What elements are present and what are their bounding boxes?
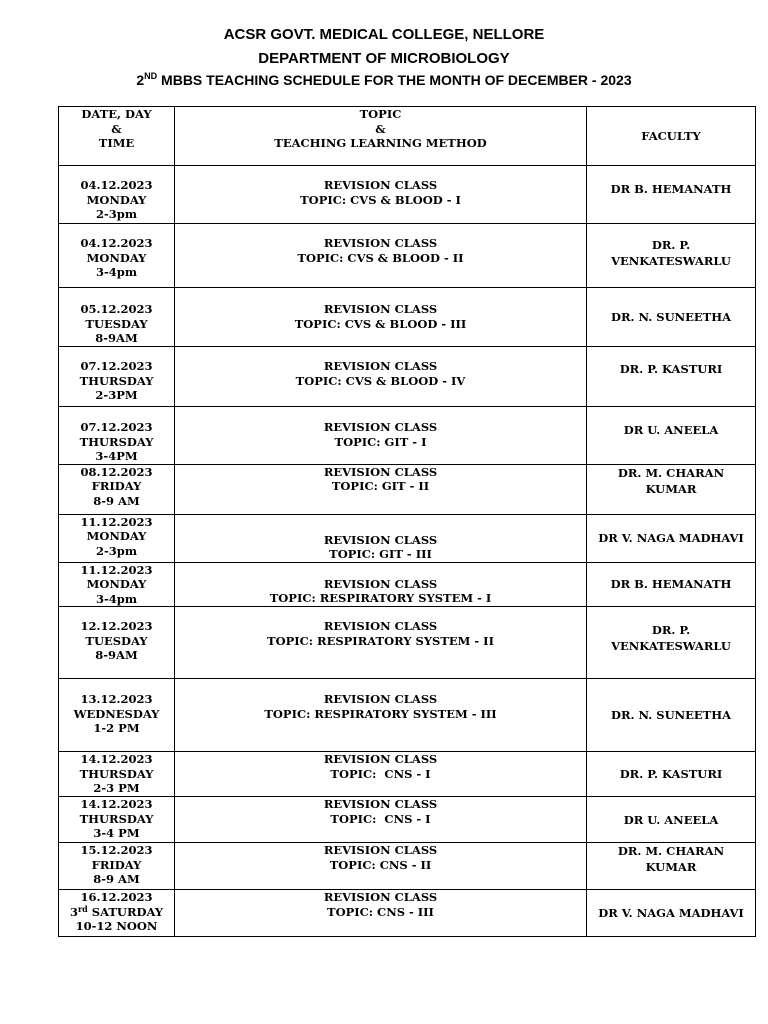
session-date: 04.12.2023 [80,236,153,250]
cell-faculty [587,797,756,843]
teaching-method: REVISION CLASS [323,302,438,316]
cell-date-day-time [59,679,175,752]
teaching-method: REVISION CLASS [323,420,438,434]
header-date-line2: & [111,121,122,136]
session-time: 2-3 PM [93,781,140,795]
session-time: 3-4pm [96,265,137,279]
faculty-name: KUMAR [645,860,697,874]
session-date: 12.12.2023 [80,619,153,633]
cell-faculty [587,514,756,562]
cell-date-day-time [59,224,175,288]
faculty-name: DR. M. CHARAN [617,465,725,480]
teaching-method: REVISION CLASS [323,619,438,633]
cell-topic [175,843,587,890]
faculty-name: DR V. NAGA MADHAVI [598,531,744,545]
topic-name: TOPIC: CNS - I [330,811,431,826]
session-date: 11.12.2023 [80,562,153,577]
cell-topic [175,679,587,752]
cell-topic [175,797,587,843]
topic-name: TOPIC: CNS - I [330,766,431,781]
table-row [59,407,756,465]
session-time: 8-9AM [95,331,138,345]
cell-date-day-time [59,166,175,224]
cell-faculty [587,843,756,890]
session-day: TUESDAY [85,316,148,331]
cell-date-day-time [59,407,175,465]
session-time: 2-3PM [95,388,138,402]
table-row [59,562,756,607]
table-row [59,752,756,797]
cell-faculty [587,890,756,937]
topic-name: TOPIC: CNS - II [329,857,432,872]
cell-topic [175,224,587,288]
session-time: 2-3pm [96,207,137,221]
cell-faculty [587,288,756,347]
session-day: MONDAY [86,577,147,591]
table-row [59,464,756,514]
session-date: 07.12.2023 [80,420,153,434]
session-date: 08.12.2023 [80,464,153,479]
session-day: WEDNESDAY [73,706,160,721]
topic-name: TOPIC: CVS & BLOOD - III [294,316,467,331]
session-day: THURSDAY [79,811,154,826]
table-header-row [59,107,756,166]
topic-name: TOPIC: RESPIRATORY SYSTEM - III [264,706,497,721]
schedule-title [0,72,768,88]
faculty-name: DR B. HEMANATH [610,182,732,196]
department-name: DEPARTMENT OF MICROBIOLOGY [258,50,510,67]
teaching-method: REVISION CLASS [323,464,438,479]
teaching-method: REVISION CLASS [323,890,438,904]
session-time: 10-12 NOON [75,919,158,933]
session-day: FRIDAY [91,479,142,493]
cell-date-day-time [59,607,175,679]
table-row [59,347,756,407]
faculty-name: VENKATESWARLU [611,639,731,653]
header-date-day-time [59,107,175,166]
session-day-name: SATURDAY [87,904,164,919]
schedule-title-ordinal: ND [144,71,158,81]
faculty-name: DR U. ANEELA [623,812,719,827]
session-date: 07.12.2023 [80,359,153,373]
cell-topic [175,890,587,937]
faculty-name: DR U. ANEELA [623,423,719,437]
faculty-name: DR. M. CHARAN [617,844,725,858]
session-day: MONDAY [86,529,147,543]
cell-date-day-time [59,752,175,797]
cell-topic [175,514,587,562]
session-date: 14.12.2023 [80,797,153,811]
cell-date-day-time [59,464,175,514]
header-topic-line3: TEACHING LEARNING METHOD [274,136,487,150]
cell-topic [175,166,587,224]
cell-date-day-time [59,890,175,937]
teaching-method: REVISION CLASS [323,752,438,766]
topic-name: TOPIC: CNS - III [327,904,434,919]
session-day: MONDAY [86,192,147,207]
cell-faculty [587,166,756,224]
topic-name: TOPIC: RESPIRATORY SYSTEM - I [269,591,492,605]
session-time: 8-9AM [95,648,138,662]
faculty-name: DR. P. KASTURI [619,362,723,376]
session-day: TUESDAY [85,633,148,648]
header-date-line1: DATE, DAY [81,107,152,121]
table-row [59,890,756,937]
topic-name: TOPIC: CVS & BLOOD - IV [295,373,466,388]
college-name: ACSR GOVT. MEDICAL COLLEGE, NELLORE [223,26,545,43]
topic-name: TOPIC: GIT - II [331,479,430,493]
faculty-name: DR. P. [651,623,691,637]
faculty-name: KUMAR [645,481,697,496]
cell-date-day-time [59,347,175,407]
table-row [59,166,756,224]
faculty-name: DR. N. SUNEETHA [610,708,732,722]
teaching-method: REVISION CLASS [323,843,438,857]
header-topic-line1: TOPIC [359,107,402,121]
session-day: THURSDAY [79,434,154,449]
session-date: 11.12.2023 [80,514,153,529]
table-row [59,607,756,679]
schedule-title-year: 2 [136,72,145,88]
teaching-method: REVISION CLASS [323,236,438,250]
cell-topic [175,464,587,514]
schedule-table [58,106,756,937]
faculty-name: DR. P. KASTURI [619,767,723,781]
cell-faculty [587,407,756,465]
cell-date-day-time [59,288,175,347]
cell-topic [175,562,587,607]
session-time: 8-9 AM [93,493,140,508]
topic-name: TOPIC: RESPIRATORY SYSTEM - II [267,633,494,648]
session-time: 1-2 PM [93,721,140,735]
cell-topic [175,607,587,679]
topic-name: TOPIC: CVS & BLOOD - II [297,250,464,265]
session-time: 8-9 AM [93,872,140,886]
table-row [59,797,756,843]
teaching-method: REVISION CLASS [323,576,438,591]
session-time: 3-4PM [95,449,138,463]
topic-name: TOPIC: CVS & BLOOD - I [300,192,461,207]
cell-topic [175,347,587,407]
teaching-method: REVISION CLASS [323,797,438,811]
topic-name: TOPIC: GIT - III [329,547,432,561]
session-day: THURSDAY [79,766,154,781]
header-faculty: FACULTY [587,107,756,166]
table-row [59,843,756,890]
session-time: 3-4pm [96,591,137,606]
cell-faculty [587,464,756,514]
session-date: 05.12.2023 [80,302,153,316]
cell-date-day-time [59,514,175,562]
schedule-title-text: MBBS TEACHING SCHEDULE FOR THE MONTH OF DECEMBER - 2023 [157,72,632,88]
cell-faculty [587,347,756,407]
teaching-method: REVISION CLASS [323,178,438,192]
session-day-number: 3 [69,904,78,919]
session-time: 3-4 PM [93,826,140,840]
teaching-method: REVISION CLASS [323,532,438,547]
cell-date-day-time [59,562,175,607]
teaching-method: REVISION CLASS [323,692,438,706]
table-row [59,288,756,347]
session-date: 13.12.2023 [80,692,153,706]
session-date: 04.12.2023 [80,178,153,192]
session-date: 15.12.2023 [80,843,153,857]
table-row [59,514,756,562]
session-date: 14.12.2023 [80,752,153,766]
cell-date-day-time [59,843,175,890]
cell-faculty [587,224,756,288]
table-row [59,679,756,752]
session-day: THURSDAY [79,373,154,388]
cell-topic [175,752,587,797]
teaching-method: REVISION CLASS [323,359,438,373]
session-day: MONDAY [86,250,147,265]
faculty-name: VENKATESWARLU [611,254,731,268]
session-day: FRIDAY [91,857,142,872]
cell-topic [175,288,587,347]
session-date: 16.12.2023 [80,890,153,904]
cell-topic [175,407,587,465]
cell-faculty [587,562,756,607]
cell-faculty [587,607,756,679]
header-date-line3: TIME [98,136,135,150]
session-day [59,905,174,920]
header-topic-line2: & [375,121,386,136]
cell-faculty [587,679,756,752]
session-time: 2-3pm [96,543,137,558]
header-topic-method [175,107,587,166]
faculty-name: DR B. HEMANATH [610,577,732,592]
session-day-ordinal: rd [77,903,88,914]
faculty-name: DR. P. [651,238,691,252]
topic-name: TOPIC: GIT - I [334,434,427,449]
table-row [59,224,756,288]
cell-date-day-time [59,797,175,843]
faculty-name: DR V. NAGA MADHAVI [598,906,744,920]
cell-faculty [587,752,756,797]
faculty-name: DR. N. SUNEETHA [610,310,732,324]
